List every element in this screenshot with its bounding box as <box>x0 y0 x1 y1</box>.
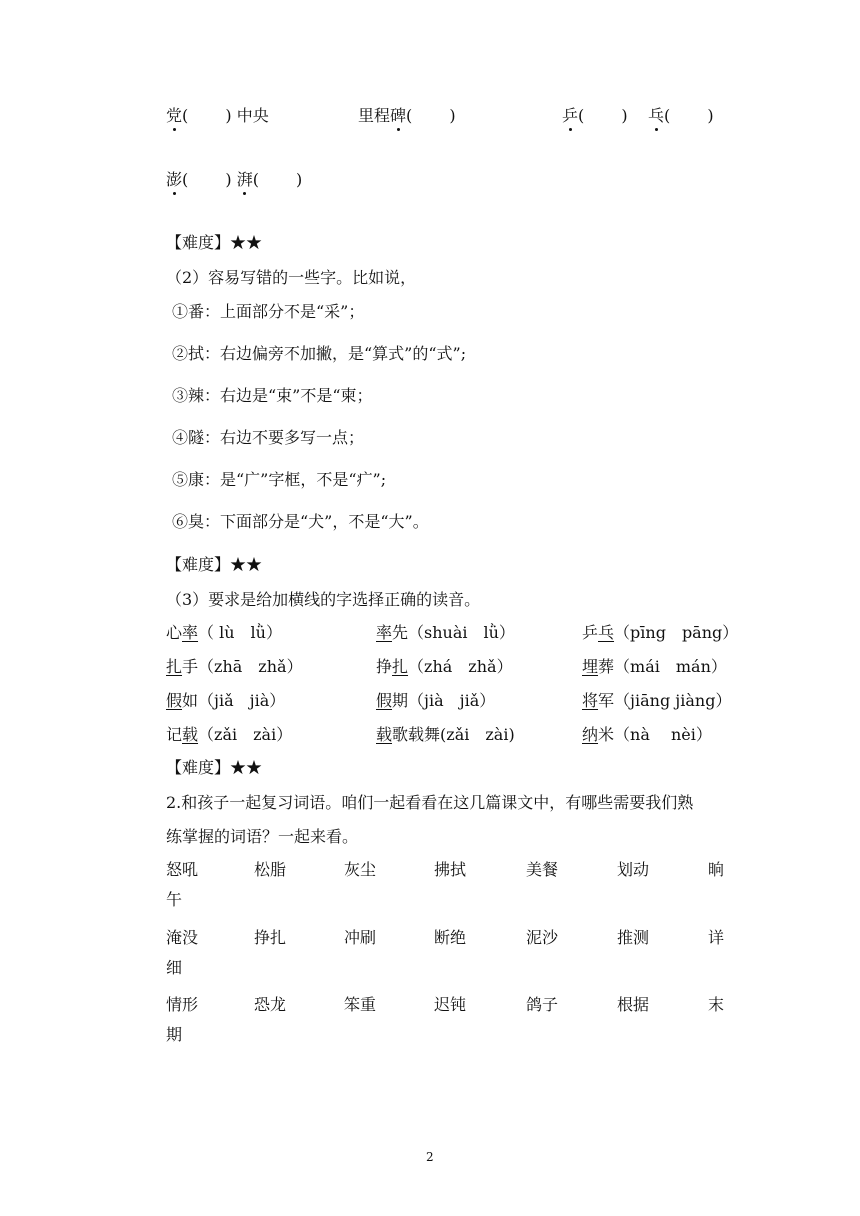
vocabulary-word: 断绝 <box>434 928 467 947</box>
word-part: 军 <box>598 691 615 710</box>
vocabulary-word: 情形 <box>166 995 199 1014</box>
pinyin-choice-item <box>376 623 515 643</box>
section-intro: （2）容易写错的一些字。比如说， <box>166 268 417 287</box>
pinyin-options[interactable]: （ lù lǜ） <box>198 623 282 642</box>
answer-blank[interactable]: ( ) <box>406 106 456 125</box>
dotted-char: 碑 <box>390 106 407 125</box>
word-part: 葬 <box>598 657 615 676</box>
blank-item-ping <box>562 106 628 126</box>
pinyin-options[interactable]: （jiǎ jià） <box>198 691 286 710</box>
difficulty-label: 【难度】★★ <box>166 758 263 777</box>
list-item: ②拭：右边偏旁不加撇，是“算式”的“式”; <box>172 344 467 363</box>
dotted-char: 湃 <box>236 170 253 189</box>
underlined-char: 将 <box>582 691 599 710</box>
pinyin-blank-row-2 <box>166 170 302 190</box>
vocabulary-word: 末 <box>708 995 725 1014</box>
pinyin-options[interactable]: （pīng pāng） <box>614 623 739 642</box>
word-prefix: 里程 <box>358 106 391 125</box>
pinyin-options[interactable]: （nà nèi） <box>614 725 712 744</box>
word-part: 乒 <box>582 623 599 642</box>
pinyin-choice-item <box>166 623 282 643</box>
answer-blank[interactable]: ( ) <box>664 106 714 125</box>
list-item: ⑤康：是“广”字框，不是“疒”; <box>172 470 387 489</box>
pinyin-options[interactable]: （zǎi zài） <box>198 725 293 744</box>
underlined-char: 假 <box>376 691 393 710</box>
word-part: 歌载舞 <box>392 725 441 744</box>
pinyin-options[interactable]: （zhá zhǎ） <box>408 657 513 676</box>
blank-item-pang <box>648 106 714 126</box>
vocabulary-word: 详 <box>708 928 725 947</box>
dotted-char: 乒 <box>562 106 579 125</box>
underlined-char: 纳 <box>582 725 599 744</box>
pinyin-options[interactable]: （mái mán） <box>614 657 727 676</box>
list-item: ③辣：右边是“束”不是“柬； <box>172 386 373 405</box>
pinyin-options[interactable]: （zhā zhǎ） <box>198 657 303 676</box>
vocabulary-word-wrap: 午 <box>166 890 183 909</box>
word-part: 米 <box>598 725 615 744</box>
answer-blank[interactable]: ( ) <box>252 170 303 189</box>
underlined-char: 载 <box>182 725 199 744</box>
pinyin-choice-item <box>582 691 731 711</box>
answer-blank[interactable]: ( ) <box>182 106 232 125</box>
pinyin-options[interactable]: （jiāng jiàng） <box>614 691 732 710</box>
section-intro: （3）要求是给加横线的字选择正确的读音。 <box>166 590 481 609</box>
dotted-char: 乓 <box>648 106 665 125</box>
pinyin-choice-item <box>582 657 727 677</box>
section-intro-line-2: 练掌握的词语？一起来看。 <box>166 827 359 846</box>
underlined-char: 载 <box>376 725 393 744</box>
underlined-char: 率 <box>182 623 199 642</box>
pinyin-choice-item <box>166 725 292 745</box>
answer-blank[interactable]: ( ) <box>578 106 628 125</box>
vocabulary-word: 泥沙 <box>526 928 559 947</box>
section-intro-line-1: 2.和孩子一起复习词语。咱们一起看看在这几篇课文中，有哪些需要我们熟 <box>166 793 694 812</box>
vocabulary-word-wrap: 期 <box>166 1025 183 1044</box>
vocabulary-word: 挣扎 <box>254 928 287 947</box>
vocabulary-word: 美餐 <box>526 860 559 879</box>
word-part: 挣 <box>376 657 393 676</box>
blank-item-dang <box>166 106 269 126</box>
vocabulary-word: 松脂 <box>254 860 287 879</box>
word-rest: 中央 <box>236 106 269 125</box>
word-part: 如 <box>182 691 199 710</box>
vocabulary-word: 冲刷 <box>344 928 377 947</box>
underlined-char: 扎 <box>392 657 409 676</box>
vocabulary-word: 恐龙 <box>254 995 287 1014</box>
pinyin-choice-item <box>582 623 738 643</box>
word-part: 心 <box>166 623 183 642</box>
vocabulary-word: 晌 <box>708 860 725 879</box>
list-item: ④隧：右边不要多写一点； <box>172 428 365 447</box>
vocabulary-word: 淹没 <box>166 928 199 947</box>
difficulty-label: 【难度】★★ <box>166 233 263 252</box>
vocabulary-word: 拂拭 <box>434 860 467 879</box>
list-item: ⑥臭：下面部分是“犬”，不是“大”。 <box>172 512 429 531</box>
vocabulary-word: 划动 <box>617 860 650 879</box>
vocabulary-word: 灰尘 <box>344 860 377 879</box>
vocabulary-word: 笨重 <box>344 995 377 1014</box>
answer-blank[interactable]: ( ) <box>182 170 232 189</box>
blank-item-bei <box>358 106 456 126</box>
underlined-char: 埋 <box>582 657 599 676</box>
word-part: 记 <box>166 725 183 744</box>
pinyin-options[interactable]: （jià jiǎ） <box>408 691 496 710</box>
pinyin-choice-item <box>582 725 712 745</box>
page-number: 2 <box>426 1150 434 1164</box>
vocabulary-word: 推测 <box>617 928 650 947</box>
underlined-char: 假 <box>166 691 183 710</box>
word-part: 先 <box>392 623 409 642</box>
pinyin-choice-item <box>376 657 513 677</box>
pinyin-choice-item <box>376 691 495 711</box>
vocabulary-word: 鸽子 <box>526 995 559 1014</box>
vocabulary-word: 迟钝 <box>434 995 467 1014</box>
dotted-char: 澎 <box>166 170 183 189</box>
pinyin-options[interactable]: (zǎi zài) <box>440 725 515 744</box>
vocabulary-word: 怒吼 <box>166 860 199 879</box>
underlined-char: 乓 <box>598 623 615 642</box>
list-item: ①番：上面部分不是“采”； <box>172 302 365 321</box>
pinyin-choice-item <box>166 657 303 677</box>
vocabulary-word: 根据 <box>617 995 650 1014</box>
dotted-char: 党 <box>166 106 183 125</box>
difficulty-label: 【难度】★★ <box>166 555 263 574</box>
underlined-char: 率 <box>376 623 393 642</box>
pinyin-options[interactable]: （shuài lǜ） <box>408 623 515 642</box>
vocabulary-word-wrap: 细 <box>166 958 183 977</box>
word-part: 手 <box>182 657 199 676</box>
word-part: 期 <box>392 691 409 710</box>
underlined-char: 扎 <box>166 657 183 676</box>
pinyin-choice-item <box>376 725 515 745</box>
pinyin-choice-item <box>166 691 285 711</box>
